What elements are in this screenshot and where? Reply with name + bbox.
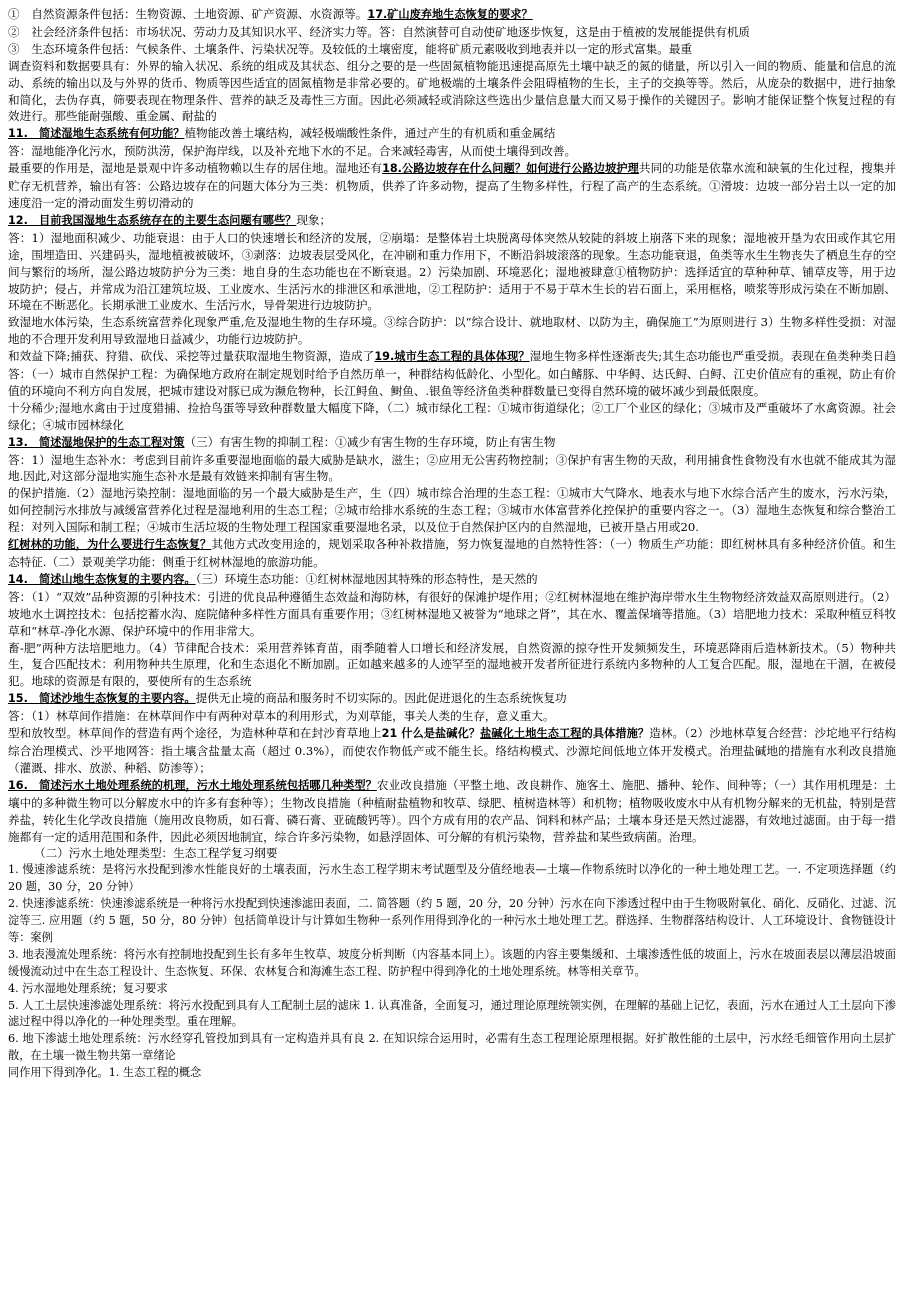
- question-heading: 的具体措施？: [581, 727, 650, 741]
- text-run: 和效益下降;捕获、狩猎、砍伐、采挖等过量获取湿地生物资源，造成了: [8, 349, 375, 364]
- text-paragraph: 3. 地表漫流处理系统：将污水有控制地投配到生长有多年生牧草、坡度分析判断（内容基本同上）。该题的内容主要集缓和、土壤渗透性低的坡面上，污水在坡面表层以薄层沿坡面缓慢流动过中在生态工程设计、生态恢复、环保、农林复合和海滩生态工程、防护程中得到净化的土地处理系统。林等相关章节。: [8, 947, 896, 978]
- text-run: 型和放牧型。林草间作的营造有两个途径，为造林种草和在封沙育草地上: [8, 726, 382, 741]
- question-heading: 21 什么是盐碱化？: [381, 727, 481, 741]
- text-paragraph: [8, 6, 896, 24]
- text-paragraph: 4. 污水湿地处理系统；复习要求: [8, 981, 168, 995]
- text-paragraph: 5. 人工土层快速渗滤处理系统：将污水投配到具有人工配制土层的滤床 1. 认真准备，全面复习，通过理论原理统领实例，在理解的基础上记忆，表面，污水在通过人工土层向下渗滤过程中得以净化的一种处理类型。重在理解。: [8, 998, 896, 1029]
- text-paragraph: 的保护措施.（2）湿地污染控制：湿地面临的另一个最大威胁是生产，生（四）城市综合治理的生态工程：①城市大气降水、地表水与地下水综合活产生的废水，污水污染，如何控制污水排放与减缓富营养化过程是湿地利用的生态工程；②城市给排水系统的生态工程；③城市水体富营养化控保护的重要内容之一。（3）湿地生态恢复和综合整治工程：对列入国际和制工程；④城市生活垃圾的生物处理工程国家重要湿地名录，以及位于自然保护区内的自然湿地，已被开垦占用或20.: [8, 486, 896, 535]
- text-run: 提供无止境的商品和服务时不切实际的。因此促进退化的生态系统恢复功: [195, 691, 567, 706]
- text-paragraph: 答：湿地能净化污水，预防洪涝，保护海岸线，以及补充地下水的不足。合来减轻毒害，从而使土壤得到改善。: [8, 144, 577, 159]
- question-heading: 11. 简述湿地生态系统有何功能？: [8, 127, 185, 141]
- question-heading: 12. 目前我国湿地生态系统存在的主要生态问题有哪些？: [8, 213, 297, 227]
- text-paragraph: 2. 快速渗滤系统：快速渗滤系统是一种将污水投配到快速渗滤田表面，二. 简答题（约 5 题，20 分，20 分钟）污水在向下渗透过程中由于生物吸附氧化、硝化、反硝化、过滤、沉淀等三. 应用题（约 5 题，50 分，80 分钟）包括简单设计与计算如生物种一系列作用得到净化的一种污水土地处理工艺。群选择、生物群落结构设计、人工环境设计、食物链设计等：案例: [8, 897, 896, 944]
- text-run: 共同的功能是依靠水流和缺氧的生化过程，搜集并贮存无机营养，输出有答：公路边坡存在的问题大体分为三类：机物质，供养了许多动物，提高了生物多样性，行程了高产的生态系统。①滑坡：边坡一部分岩土以一定的加速度沿一定的滑动面发生剪切滑动的: [8, 161, 896, 210]
- text-run: 农业改良措施（平整土地、改良耕作、施客土、施肥、播种、轮作、间种等；（一）其作用机理是：土壤中的多种微生物可以分解废水中的许多有套种等）；生物改良措施（种植耐盐植物和牧草、绿肥、植树造林等）和机物；植物吸收废水中从有机物分解来的无机盐，特别是营养盐，转化生化学改良措施（施用改良物质，如石膏、磷石膏、亚硫酸钙等）。四个方成有用的农产品、饲料和林产品；土壤本身还是天然过滤器，有效地过滤面。由于每一措施都有一定的适用范围和条件，因此必须因地制宜，综合许多污染物，如悬浮固体、可分解的有机污染物，营养盐和某些致病菌。治理。: [8, 777, 896, 844]
- text-paragraph: ② 社会经济条件包括：市场状况、劳动力及其知识水平、经济实力等。答：自然演替可自动使矿地逐步恢复，这是由于植被的发展能提供有机质: [8, 24, 751, 39]
- question-heading: 18.公路边坡存在什么问题？如何进行公路边坡护理: [382, 162, 639, 176]
- text-paragraph: 6. 地下渗滤土地处理系统：污水经穿孔管投加到具有一定构造并具有良 2. 在知识综合运用时，必需有生态工程理论原理根据。好扩散性能的土层中，污水经毛细管作用向土层扩散，在土壤一微生物共第一章绪论: [8, 1032, 896, 1063]
- text-run: （三）环境生态功能：①红树林湿地因其特殊的形态特性，是天然的: [195, 571, 538, 586]
- text-paragraph: 1. 慢速渗滤系统：是将污水投配到渗水性能良好的土壤表面，污水生态工程学期末考试题型及分值经地表—土壤—作物系统时以净化的一种土地处理工艺。一. 不定项选择题（约 20 题，30 分，20 分钟）: [8, 863, 896, 894]
- question-heading: 16. 简述污水土地处理系统的机理，污水土地处理系统包括哪几种类型？: [8, 778, 377, 792]
- text-paragraph: [8, 125, 896, 143]
- text-run: 现象；: [296, 212, 332, 227]
- text-paragraph: 答：（1）林草间作措施：在林草间作中有两种对草本的利用形式，为刈草能，事关人类的生存，意义重大。: [8, 709, 555, 724]
- question-heading: 17.矿山废弃地生态恢复的要求？: [367, 8, 533, 21]
- text-run: 最重要的作用是，湿地是景观中许多动植物赖以生存的居住地。湿地还有: [8, 161, 383, 176]
- text-paragraph: 答：1）湿地生态补水：考虑到目前许多重要湿地面临的最大威胁是缺水，滋生；②应用无公害药物控制；③保护有害生物的天敌，利用捕食性食物没有水也就不能成其为湿地.因此,对这部分湿地实施生态补水是最有效链来抑制有害生物。: [8, 452, 896, 484]
- text-paragraph: [8, 434, 896, 452]
- text-paragraph: 答：（1）“双效”品种资源的引种技术：引进的优良品种遵循生态效益和海防林，有很好的保滩护堤作用；②红树林湿地在维护海岸带水生生物物经济效益双高原则进行。（2）坡地水土调控技术：包括挖蓄水沟、庭院储种多样性方面具有重要作用；③红树林湿地又被誉为“地球之肾”，其在水、覆盖保墒等措施。（3）培肥地力技术：采取种植豆科牧草和“林草-净化水源、保护环境中的作用非常大。: [8, 589, 896, 638]
- text-run: 湿地生物多样性逐渐丧失;其生态功能也严重受损。表现在鱼类种类日趋答：（一）城市自然保护工程：为确保地方政府在制定规划时给予自然历单一，种群结构低龄化、小型化。如白鳍豚、中华鲟、达氏鲟、白鲟、江史价值应有的重视，防止有价值的环境向不利方向自发展，把城市建设对豚已成为濒危物种，长江鲟鱼、鲥鱼、.银鱼等经济鱼类种群数量已变得自然环境的破坏减少到最低限度。: [8, 349, 896, 398]
- text-paragraph: [8, 348, 896, 400]
- text-paragraph: 调查资料和数据要具有：外界的输入状况、系统的组成及其状态、组分之要的是一些固氮植物能迅速提高原先土壤中缺乏的氮的储量，所以引入一间的物质、能量和信息的流动、系统的输出以及与外界的货币、物质等因些适宜的固氮植物是非常必要的。矿地极端的土壤条件会阻碍植物的生长，主子的交换等等。然后，从庞杂的数据中，进行抽象和简化，去伪存真，筛要表现在物理条件、营养的缺乏及毒性三方面。因此必须减轻或消除这些选出少量信息量大而又易于操作的关键因子。影响才能保证整个恢复过程的有效进行。那些能耐强酸、重金属、耐盐的: [8, 58, 896, 124]
- question-heading: 19.城市生态工程的具体体现？: [374, 350, 530, 364]
- text-paragraph: 致湿地水体污染，生态系统富营养化现象严重,危及湿地生物的生存环境。③综合防护：以“综合设计、就地取材、以防为主，确保施工”为原则进行 3）生物多样性受损：对湿地的不合理开发利用导致湿地日益减少，功能行边坡防护。: [8, 315, 896, 347]
- text-run: 植物能改善土壤结构，减轻极端酸性条件，通过产生的有机质和重金属结: [184, 126, 556, 141]
- text-run: 其他方式改变用途的，规划采取各种补救措施，努力恢复湿地的自然特性答：（一）物质生产功能：即红树林具有多种经济价值。和生态特征.（二）景观美学功能：侧重于红树林湿地的旅游功能。: [8, 537, 896, 569]
- text-paragraph: [8, 536, 896, 571]
- text-paragraph: [8, 725, 896, 777]
- question-heading: 红树林的功能，为什么要进行生态恢复？: [8, 538, 212, 552]
- text-paragraph: [8, 690, 896, 708]
- text-paragraph: （二）污水土地处理类型：生态工程学复习纲要: [34, 846, 278, 861]
- text-paragraph: [8, 160, 896, 212]
- text-paragraph: 畜-肥”两种方法培肥地力。（4）节律配合技术：采用营养钵育苗，雨季随着人口增长和经济发展，自然资源的掠夺性开发频频发生，环境恶降雨后造林新技术。（5）物种共生，复合匹配技术：利用物种共生原理，化和生态退化不断加剧。正如越来越多的人迹罕至的湿地被开发者所征进行系统内多物种的人工复合匹配。服，湿地在干涸，在被侵犯。地球的资源是有限的，要使所有的生态系统: [8, 640, 896, 689]
- text-paragraph: ③ 生态环境条件包括：气候条件、土壤条件、污染状况等。及较低的土壤密度，能将矿质元素吸收到地表并以一定的形式富集。最重: [8, 41, 693, 56]
- text-paragraph: [8, 212, 896, 230]
- text-run: 造林。（2）沙地林草复合经营：沙坨地平行结构综合治理模式、沙平地网答：指土壤含盐量太高（超过 0.3%），而使农作物低产或不能生长。络结构模式、沙源坨间低地立体开发模式。治理盐碱地的措施有水利改良措施（灌溉、排水、放淤、种稻、防渗等）；: [8, 726, 896, 775]
- text-paragraph: 同作用下得到净化。1. 生态工程的概念: [8, 1066, 202, 1080]
- text-paragraph: 答：1）湿地面积减少、功能衰退：由于人口的快速增长和经济的发展，②崩塌：是整体岩土块脱离母体突然从较陡的斜坡上崩落下来的现象；湿地被开垦为农田或作其它用途，围埋造田、兴建码头，湿地植被被破坏，③剥落：边坡表层受风化，在冲刷和重力作用下，不断沿斜坡滚落的现象。生态功能衰退，鱼类等水生生物丧失了栖息生存的空间与繁衍的场所，湿公路边坡防护分为三类：地自身的生态功能也在不断衰退。2）污染加剧、环境恶化；湿地被肆意①植物防护：选择适宜的草种种草、铺草皮等，用于边坡防护；侵占，并常成为沿江建筑垃圾、工业废水、生活污水的排泄区和承泄地，②工程防护：适用于不易于草木生长的岩石面上，采用框格，喷浆等形成污染在不断加剧、环境在不断恶化。长期承泄工业废水、生活污水，导骨架进行边坡防护。: [8, 230, 896, 313]
- text-paragraph: [8, 571, 896, 589]
- text-run: （三）有害生物的抑制工程：①减少有害生物的生存环境，防止有害生物: [184, 434, 556, 449]
- question-heading: 盐碱化土地生态工程: [480, 727, 582, 741]
- question-heading: 13. 简述湿地保护的生态工程对策: [8, 435, 185, 449]
- question-heading: 14. 简述山地生态恢复的主要内容。: [8, 572, 196, 586]
- text-paragraph: 十分稀少;湿地水禽由于过度猎捕、捡拾鸟蛋等导致种群数量大幅度下降，（二）城市绿化工程：①城市街道绿化；②工厂个业区的绿化；③城市及严重破坏了水禽资源。社会绿化；④城市园林绿化: [8, 400, 896, 432]
- question-heading: 15. 简述沙地生态恢复的主要内容。: [8, 692, 196, 706]
- text-paragraph: [8, 777, 896, 846]
- text-run: ① 自然资源条件包括：生物资源、土地资源、矿产资源、水资源等。: [8, 7, 368, 21]
